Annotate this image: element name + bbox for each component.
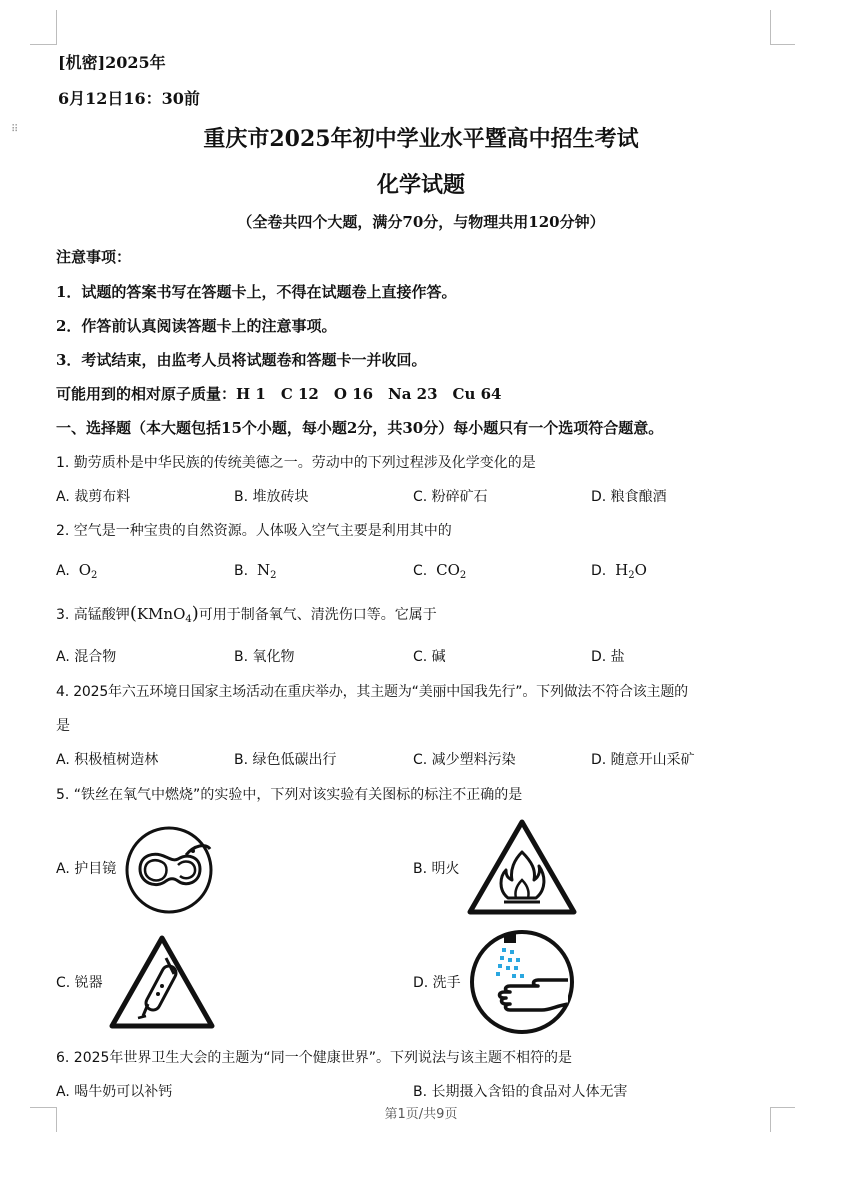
q5-option-c[interactable]: C. 锐器 <box>56 975 103 991</box>
formula <box>436 561 466 579</box>
sharp-object-icon <box>108 934 216 1030</box>
open-flame-icon <box>466 818 578 916</box>
formula-main: O <box>78 561 91 579</box>
page-number: 第1页/共9页 <box>384 1107 458 1122</box>
option-letter: D. <box>591 563 607 579</box>
confidential-label: [机密]2025年 <box>58 53 166 72</box>
q3-stem-after: 可用于制备氧气、清洗伤口等。它属于 <box>198 607 437 623</box>
notice-heading: 注意事项： <box>56 248 132 266</box>
notice-item: 2．作答前认真阅读答题卡上的注意事项。 <box>56 317 337 335</box>
formula-subscript: 4 <box>185 614 192 625</box>
crop-mark-top-right <box>770 10 795 45</box>
question-5-stem: 5. “铁丝在氧气中燃烧”的实验中，下列对该实验有关图标的标注不正确的是 <box>56 787 523 803</box>
formula-main: N <box>256 561 271 579</box>
q6-option-a[interactable]: A. 喝牛奶可以补钙 <box>56 1084 173 1100</box>
q3-option-b[interactable]: B. 氧化物 <box>234 649 295 665</box>
q1-option-c[interactable]: C. 粉碎矿石 <box>413 489 488 505</box>
crop-mark-top-left <box>30 10 57 45</box>
question-3-stem <box>56 603 437 624</box>
formula-subscript: 2 <box>91 570 98 581</box>
goggles-icon <box>124 825 214 915</box>
formula <box>79 561 98 579</box>
formula-main: CO <box>436 561 460 579</box>
drag-handle-icon[interactable]: ⠿ <box>11 124 20 135</box>
exam-note: （全卷共四个大题，满分70分，与物理共用120分钟） <box>237 213 605 231</box>
release-time: 6月12日16：30前 <box>58 89 200 108</box>
q3-option-a[interactable]: A. 混合物 <box>56 649 117 665</box>
formula-subscript: 2 <box>270 570 277 581</box>
formula-subscript: 2 <box>628 570 635 581</box>
q1-option-a[interactable]: A. 裁剪布料 <box>56 489 131 505</box>
question-1-stem: 1. 勤劳质朴是中华民族的传统美德之一。劳动中的下列过程涉及化学变化的是 <box>56 455 536 471</box>
formula <box>257 561 277 579</box>
question-2-stem: 2. 空气是一种宝贵的自然资源。人体吸入空气主要是利用其中的 <box>56 523 452 539</box>
q3-option-c[interactable]: C. 碱 <box>413 649 446 665</box>
q3-stem-before: 3. 高锰酸钾 <box>56 607 130 623</box>
q3-option-d[interactable]: D. 盐 <box>591 649 625 665</box>
notice-item: 3．考试结束，由监考人员将试题卷和答题卡一并收回。 <box>56 351 427 369</box>
formula <box>615 561 647 579</box>
exam-subtitle: 化学试题 <box>376 172 465 198</box>
q2-option-c[interactable] <box>413 561 466 579</box>
option-letter: C. <box>413 563 428 579</box>
formula-main: H <box>615 561 629 579</box>
paren-close: ) <box>191 603 199 624</box>
q6-option-b[interactable]: B. 长期摄入含铅的食品对人体无害 <box>413 1084 628 1100</box>
q1-option-d[interactable]: D. 粮食酿酒 <box>591 489 667 505</box>
q2-option-d[interactable] <box>591 561 647 579</box>
paren-open: ( <box>129 603 137 624</box>
q5-option-a[interactable]: A. 护目镜 <box>56 861 117 877</box>
section-heading: 一、选择题（本大题包括15个小题，每小题2分，共30分）每小题只有一个选项符合题意。 <box>56 419 664 437</box>
formula-tail: O <box>634 561 647 579</box>
question-4-stem-cont: 是 <box>56 718 70 734</box>
q2-option-a[interactable] <box>56 561 97 579</box>
q4-option-a[interactable]: A. 积极植树造林 <box>56 752 159 768</box>
formula-main: KMnO <box>136 605 186 623</box>
q1-option-b[interactable]: B. 堆放砖块 <box>234 489 309 505</box>
q5-option-d[interactable]: D. 洗手 <box>413 975 461 991</box>
option-letter: B. <box>234 563 249 579</box>
q3-formula <box>137 605 192 623</box>
question-4-stem: 4. 2025年六五环境日国家主场活动在重庆举办，其主题为“美丽中国我先行”。下列做法不符合该主题的 <box>56 684 688 700</box>
q4-option-d[interactable]: D. 随意开山采矿 <box>591 752 695 768</box>
q5-option-b[interactable]: B. 明火 <box>413 861 460 877</box>
atomic-mass-line: 可能用到的相对原子质量：H 1 C 12 O 16 Na 23 Cu 64 <box>56 385 502 403</box>
exam-title: 重庆市2025年初中学业水平暨高中招生考试 <box>203 126 639 152</box>
wash-hands-icon <box>468 928 576 1036</box>
question-6-stem: 6. 2025年世界卫生大会的主题为“同一个健康世界”。下列说法与该主题不相符的是 <box>56 1050 572 1066</box>
formula-subscript: 2 <box>459 570 467 581</box>
q4-option-b[interactable]: B. 绿色低碳出行 <box>234 752 337 768</box>
notice-item: 1．试题的答案书写在答题卡上，不得在试题卷上直接作答。 <box>56 283 457 301</box>
q2-option-b[interactable] <box>234 561 276 579</box>
option-letter: A. <box>56 563 70 579</box>
q4-option-c[interactable]: C. 减少塑料污染 <box>413 752 516 768</box>
